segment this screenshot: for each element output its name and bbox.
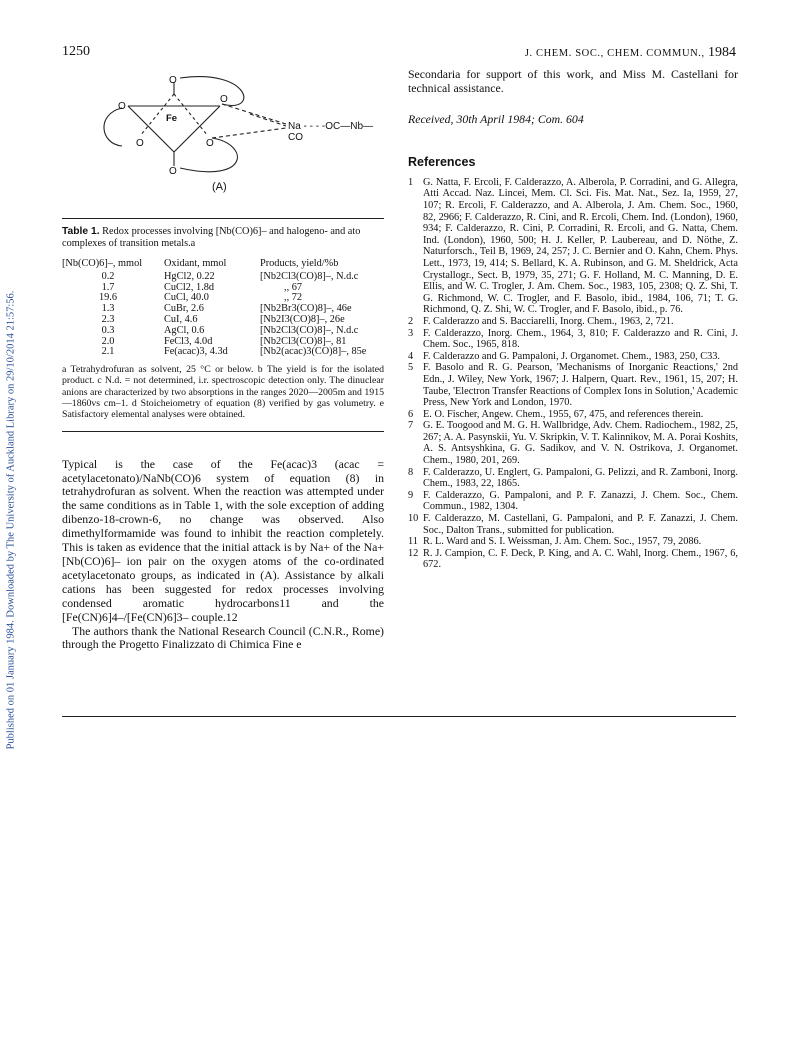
reference-item [408, 177, 738, 316]
reference-text: F. Calderazzo, M. Castellani, G. Pampaloni, and P. F. Zanazzi, J. Chem. Soc., Dalton Trans., submitted for publication. [423, 513, 738, 536]
download-watermark [4, 180, 18, 860]
reference-text: F. Basolo and R. G. Pearson, 'Mechanisms of Inorganic Reactions,' 2nd Edn., J. Wiley, New York, 1967; J. Halpern, Quart. Rev., 1961, 15, 207; H. Taube, 'Electron Transfer Reactions of Complex Ions in Solution,' Academic Press, New York and London, 1970. [423, 362, 738, 409]
table-row: 19.6 CuCl, 40.0 ,, 72 [98, 292, 303, 304]
journal-name: J. CHEM. SOC., CHEM. COMMUN., [524, 48, 705, 59]
page-bottom-rule [62, 716, 736, 717]
reference-item [408, 316, 738, 328]
table-header-row [62, 259, 384, 272]
reference-item [408, 409, 738, 421]
reference-number: 1 [408, 176, 414, 188]
body-paragraph: The authors thank the National Research Council (C.N.R., Rome) through the Progetto Finalizzato di Chimica Fine e [62, 623, 384, 652]
table-row: 0.3 AgCl, 0.6 [Nb2Cl3(CO)8]–, N.d.c [101, 324, 359, 336]
reference-item [408, 467, 738, 490]
svg-text:O: O [118, 101, 126, 112]
reference-text: F. Calderazzo, Inorg. Chem., 1964, 3, 810; F. Calderazzo and R. Cini, J. Chem. Soc., 1965, 818. [423, 327, 738, 351]
reference-text: G. Natta, F. Ercoli, F. Calderazzo, A. Alberola, P. Corradini, and G. Allegra, Atti Accad. Naz. Lincei, Mem. Cl. Sci. Fis. Mat. Nat., Sez. Ia, 1959, 27, 107; R. Ercoli, F. Calderazzo, and A. Alberola, J. Am. Chem. Soc., 1960, 82, 2966; F. Calderazzo, R. Cini, and R. Ercoli, Chem. Ind. (London), 1960, 934; F. Calderazzo, R. Cini, P. Corradini, R. Ercoli, and G. Natta, Chem. Ind. (London), 1960, 500; H. J. Keller, P. Laubereau, and D. Nöthe, Z. Naturforsch., Teil B, 1969, 24, 257; J. C. Bernier and O. Kahn, Chem. Phys. Lett., 1973, 19, 414; S. Bellard, K. A. Rubinson, and G. M. Sheldrick, Acta Crystallogr., Sect. B, 1979, 35, 271; G. F. Holland, M. C. Manning, D. E. Ellis, and W. C. Trogler, J. Am. Chem. Soc., 1983, 105, 2308; Q. Z. Shi, T. G. Richmond, W. C. Trogler, and F. Basolo, ibid., 1984, 106, 71; T. G. Richmond, Q. Z. Shi, W. C. Trogler, and F. Basolo, ibid., p. 76. [423, 176, 738, 316]
table-bottom-rule [62, 431, 384, 432]
table-row: 2.3 CuI, 4.6 [Nb2I3(CO)8]–, 26e [101, 313, 345, 325]
received-date: Received, 30th April 1984; Com. 604 [408, 111, 584, 126]
reference-number: 11 [408, 536, 418, 548]
journal-year: 1984 [708, 45, 736, 60]
svg-text:O: O [206, 138, 214, 149]
reference-number: 2 [408, 315, 414, 327]
table-row: 1.7 CuCl2, 1.8d ,, 67 [101, 281, 303, 293]
acknowledgement: Secondaria for support of this work, and Miss M. Castellani for technical assistance. [408, 67, 738, 95]
reference-item [408, 513, 738, 536]
reference-number: 6 [408, 408, 414, 420]
reference-item [408, 420, 738, 466]
svg-text:O: O [169, 166, 177, 177]
figure-label: (A) [212, 181, 227, 193]
table-top-rule [62, 218, 384, 219]
reference-text: F. Calderazzo and G. Pampaloni, J. Organomet. Chem., 1983, 250, C33. [423, 350, 720, 362]
references-heading: References [408, 154, 476, 169]
reference-number: 12 [408, 547, 419, 559]
reference-number: 9 [408, 489, 414, 501]
right-column [408, 68, 738, 571]
reference-number: 5 [408, 362, 414, 374]
svg-text:O: O [136, 138, 144, 149]
reference-item [408, 536, 738, 548]
references-list [408, 177, 738, 571]
watermark-text: Published on 01 January 1984. Downloaded by The University of Auckland Library on 29/10/2014 21:57:56. [5, 290, 17, 750]
reference-text: R. J. Campion, C. F. Deck, P. King, and A. C. Wahl, Inorg. Chem., 1967, 6, 672. [423, 547, 738, 571]
reference-number: 7 [408, 420, 414, 432]
table-row: 1.3 CuBr, 2.6 [Nb2Br3(CO)8]–, 46e [101, 303, 352, 315]
reference-text: F. Calderazzo and S. Bacciarelli, Inorg. Chem., 1963, 2, 721. [423, 315, 674, 327]
table-title-text: Redox processes involving [Nb(CO)6]– and halogeno- and ato complexes of transition metals.a [62, 226, 361, 249]
reference-text: R. L. Ward and S. I. Weissman, J. Am. Chem. Soc., 1957, 79, 2086. [423, 536, 702, 548]
reference-number: 10 [408, 513, 419, 525]
reference-text: F. Calderazzo, U. Englert, G. Pampaloni, G. Pelizzi, and R. Zamboni, Inorg. Chem., 1983, 22, 1865. [423, 466, 738, 490]
table-caption [62, 226, 384, 250]
reference-text: F. Calderazzo, G. Pampaloni, and P. F. Zanazzi, J. Chem. Soc., Chem. Commun., 1982, 1304. [423, 489, 738, 513]
svg-text:O: O [169, 75, 177, 86]
left-column [62, 68, 384, 652]
reference-item [408, 490, 738, 513]
reference-item [408, 328, 738, 351]
reference-number: 3 [408, 327, 414, 339]
col-header-products: Products, yield/%b [260, 258, 339, 269]
body-text [62, 458, 384, 653]
reference-number: 8 [408, 466, 414, 478]
table-row: 2.1 Fe(acac)3, 4.3d [Nb2(acac)3(CO)8]–, 85e [101, 346, 367, 358]
table-row: 0.2 HgCl2, 0.22 [Nb2Cl3(CO)8]–, N.d.c [101, 270, 359, 282]
reference-item [408, 548, 738, 571]
na-chain-label: Na - - - -OC—Nb—CO [288, 121, 373, 143]
redox-table [62, 259, 384, 358]
table-number: Table 1. [62, 226, 100, 237]
reference-item [408, 362, 738, 408]
col-header-oxidant: Oxidant, mmol [164, 258, 227, 269]
page-number: 1250 [62, 44, 90, 59]
col-header-nbco: [Nb(CO)6]–, mmol [62, 258, 143, 269]
structure-figure-a [62, 68, 384, 198]
reference-text: G. E. Toogood and M. G. H. Wallbridge, Adv. Chem. Radiochem., 1982, 25, 267; A. A. Pasynskii, Yu. V. Skripkin, V. T. Kalinnikov, M. A. Porai Koshits, A. S. Antsyshkina, G. G. Sadikov, and V. N. Ostrikova, J. Organomet. Chem., 1980, 201, 269. [423, 420, 738, 467]
table-footnotes: a Tetrahydrofuran as solvent, 25 °C or below. b The yield is for the isolated product. c N.d. = not determined, i.r. spectroscopic detection only. The dinuclear anions are characterized by two absorptions in the ranges 2020—2005m and 1915—1860vs cm–1. d Stoicheiometry of equation (8) verified by gas volumetry. e Satisfactory elemental analyses were obtained. [62, 364, 384, 421]
running-head [525, 45, 736, 61]
reference-number: 4 [408, 350, 414, 362]
fe-label: Fe [166, 113, 178, 124]
reference-item [408, 351, 738, 363]
table-row: 2.0 FeCl3, 4.0d [Nb2Cl3(CO)8]–, 81 [101, 335, 347, 347]
reference-text: E. O. Fischer, Angew. Chem., 1955, 67, 475, and references therein. [423, 408, 704, 420]
svg-text:O: O [220, 94, 228, 105]
body-paragraph: Typical is the case of the Fe(acac)3 (acac = acetylacetonato)/NaNb(CO)6 system of equation (8) in tetrahydrofuran as solvent. When the reaction was attempted under the same conditions as in Table 1, with the sole exception of adding dibenzo-18-crown-6, no change was observed. Also dimethylformamide was found to inhibit the reaction completely. This is taken as evidence that the initial attack is by Na+ of the Na+[Nb(CO)6]– ion pair on the oxygen atoms of the co-ordinated acetylacetonato groups, as indicated in (A). Assistance by alkali cations has been suggested for redox processes involving condensed aromatic hydrocarbons11 and the [Fe(CN)6]4–/[Fe(CN)6]3– couple.12 [62, 456, 384, 624]
